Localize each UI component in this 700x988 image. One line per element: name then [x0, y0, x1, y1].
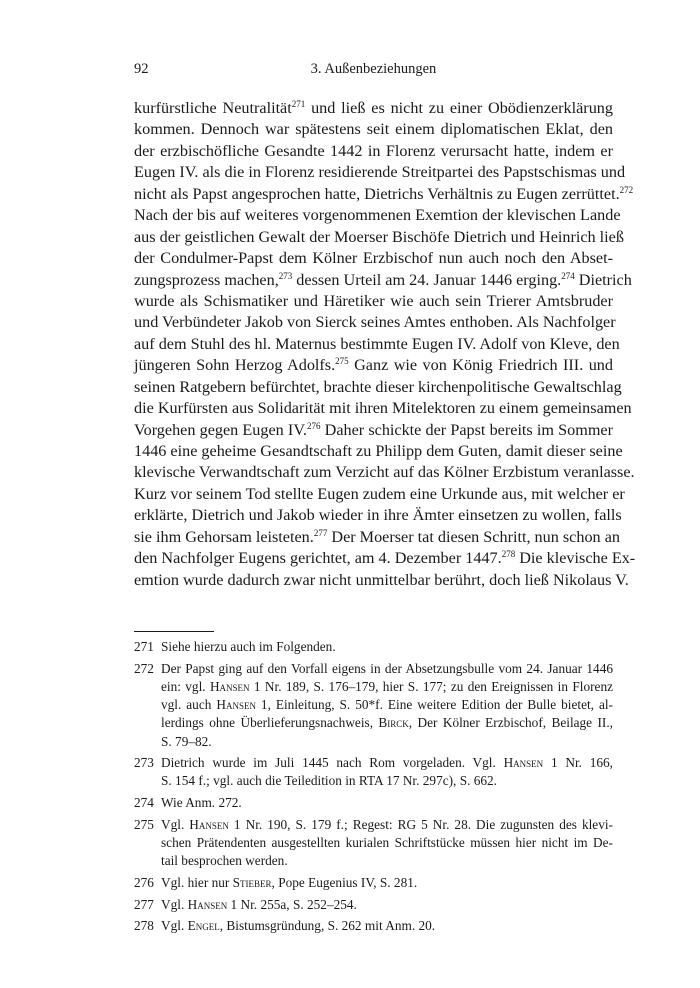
- text-line: [134, 355, 613, 376]
- footnote-text: [161, 660, 613, 751]
- text-run: Vgl.: [161, 896, 188, 912]
- text-line: [134, 484, 625, 505]
- footnote-278: [134, 917, 613, 935]
- text-run: wurde als Schismatiker und Häretiker wie auch sein Trierer Amtsbruder: [134, 291, 613, 310]
- text-run: Der Moerser tat diesen Schritt, nun schon an: [327, 527, 620, 546]
- text-line: [134, 420, 613, 441]
- text-line: [134, 334, 620, 355]
- text-run: und ließ es nicht zu einer Obödienzerklärung: [305, 99, 613, 117]
- text-run: Die klevische Ex-: [515, 549, 636, 568]
- footnote-number: 272: [134, 660, 154, 676]
- text-line: [134, 227, 624, 248]
- footnote-text: [161, 794, 613, 812]
- footnote-number: 275: [134, 816, 154, 832]
- author-name: Hansen: [216, 697, 256, 713]
- text-run: Ganz wie von König Friedrich III. und: [348, 356, 613, 375]
- author-name: Hansen: [189, 816, 229, 832]
- footnote-number: 273: [134, 755, 154, 771]
- text-run: Vgl. hier nur: [161, 875, 233, 890]
- footnote-line: [161, 917, 613, 935]
- running-head: [134, 58, 613, 80]
- footnote-ref[interactable]: 277: [313, 527, 328, 538]
- text-run: die Kurfürsten aus Solidarität mit ihren Mitelektoren zu einem gemeinsamen: [134, 399, 632, 418]
- footnote-273: [134, 754, 613, 790]
- text-run: 1 Nr. 166,: [543, 755, 613, 771]
- footnote-ref[interactable]: 275: [335, 356, 349, 367]
- text-run: klevische Verwandtschaft zum Verzicht auf das Kölner Erzbistum veranlasse.: [134, 463, 635, 482]
- text-run: Der Papst ging auf den Vorfall eigens in der Absetzungsbulle vom 24. Januar 1446: [161, 660, 613, 676]
- text-run: S. 79–82.: [161, 733, 212, 749]
- footnote-271: [134, 638, 613, 656]
- text-run: jüngeren Sohn Herzog Adolfs.: [134, 356, 336, 375]
- text-run: Dietrich wurde im Juli 1445 nach Rom vorgeladen. Vgl.: [161, 755, 504, 771]
- text-run: 1 Nr. 255a, S. 252–254.: [227, 896, 357, 912]
- text-run: vgl. auch: [161, 697, 217, 713]
- text-line: [134, 312, 616, 333]
- text-run: und Verbündeter Jakob von Sierck seines Amtes enthoben. Als Nachfolger: [134, 313, 616, 332]
- text-line: [134, 205, 621, 226]
- footnote-text: [161, 874, 613, 892]
- text-run: erklärte, Dietrich und Jakob wieder in ihre Ämter einsetzen zu wollen, falls: [134, 506, 622, 525]
- text-run: aus der geistlichen Gewalt der Moerser Bischöfe Dietrich und Heinrich ließ: [134, 227, 624, 246]
- text-run: kurfürstliche Neutralität: [134, 99, 292, 117]
- text-run: sie ihm Gehorsam leisteten.: [134, 527, 314, 546]
- text-run: schen Prätendenten ausgestellten kurialen Schriftstücke müssen hier nicht im De-: [161, 835, 613, 851]
- footnote-line: [161, 714, 613, 732]
- text-run: , Pope Eugenius IV, S. 281.: [271, 875, 418, 890]
- text-line: [134, 398, 632, 419]
- text-run: ein: vgl.: [161, 678, 210, 694]
- footnote-line: [161, 733, 613, 751]
- footnote-272: [134, 660, 613, 751]
- footnote-ref[interactable]: 271: [291, 99, 306, 109]
- text-run: , Der Kölner Erzbischof, Beilage II.,: [408, 715, 613, 731]
- text-run: dessen Urteil am 24. Januar 1446 erging.: [292, 270, 562, 289]
- text-run: Siehe hierzu auch im Folgenden.: [161, 639, 336, 655]
- footnote-number: 274: [134, 795, 154, 811]
- author-name: Hansen: [503, 755, 544, 771]
- author-name: Stieber: [232, 875, 272, 890]
- footnote-line: [161, 638, 613, 656]
- text-line: [134, 527, 620, 548]
- text-run: tail besprochen werden.: [161, 853, 288, 869]
- footnote-line: [161, 896, 613, 914]
- author-name: Hansen: [187, 896, 228, 912]
- footnote-text: [161, 917, 613, 935]
- text-run: auf dem Stuhl des hl. Maternus bestimmte Eugen IV. Adolf von Kleve, den: [134, 334, 620, 353]
- text-line: [134, 184, 634, 205]
- book-page: [134, 58, 636, 939]
- footnote-line: [161, 754, 613, 772]
- author-name: Engel: [187, 918, 220, 934]
- footnote-276: [134, 874, 613, 892]
- text-run: kommen. Dennoch war spätestens seit einem diplomatischen Eklat, den: [134, 120, 613, 139]
- text-run: den Nachfolger Eugens gerichtet, am 4. Dezember 1447.: [134, 549, 502, 568]
- text-run: emtion wurde dadurch zwar nicht unmittelbar berührt, doch ließ Nikolaus V.: [134, 570, 629, 589]
- text-run: Vgl.: [161, 918, 188, 934]
- chapter-title: 3. Außenbeziehungen: [310, 61, 437, 77]
- footnote-line: [161, 852, 613, 870]
- text-line: [134, 441, 623, 462]
- text-line: [134, 162, 626, 183]
- footnote-ref[interactable]: 274: [561, 270, 575, 281]
- footnote-line: [161, 816, 613, 834]
- footnote-277: [134, 896, 613, 914]
- main-text: [134, 98, 636, 591]
- text-line: [134, 248, 613, 269]
- footnote-line: [161, 696, 613, 714]
- text-run: Eugen IV. als die in Florenz residierende Streitpartei des Papstschismas und: [134, 163, 626, 182]
- text-run: Kurz vor seinem Tod stellte Eugen zudem eine Urkunde aus, mit welcher er: [134, 484, 625, 503]
- footnotes: [134, 638, 613, 936]
- text-run: Daher schickte der Papst bereits im Sommer: [320, 420, 613, 439]
- text-run: 1 Nr. 190, S. 179 f.; Regest: RG 5 Nr. 28. Die zugunsten des klevi-: [228, 816, 613, 832]
- text-line: [134, 570, 629, 591]
- text-run: Vgl.: [161, 816, 190, 832]
- text-run: zungsprozess machen,: [134, 270, 279, 289]
- footnote-ref[interactable]: 273: [278, 270, 293, 281]
- text-run: lerdings ohne Überlieferungsnachweis,: [161, 715, 379, 731]
- footnote-number: 271: [134, 639, 154, 655]
- footnote-line: [161, 772, 613, 790]
- text-line: [134, 98, 613, 119]
- text-line: [134, 141, 613, 162]
- text-run: 1, Einleitung, S. 50*f. Eine weitere Edition der Bulle bietet, al-: [255, 697, 613, 713]
- footnote-ref[interactable]: 278: [501, 549, 516, 560]
- text-run: S. 154 f.; vgl. auch die Teiledition in RTA 17 Nr. 297c), S. 662.: [161, 773, 498, 789]
- text-line: [134, 548, 636, 569]
- footnote-line: [161, 660, 613, 678]
- text-line: [134, 462, 635, 483]
- author-name: Hansen: [209, 678, 250, 694]
- text-run: 1 Nr. 189, S. 176–179, hier S. 177; zu den Ereignissen in Florenz: [249, 678, 613, 694]
- footnote-text: [161, 816, 613, 871]
- text-run: Wie Anm. 272.: [161, 795, 242, 811]
- footnote-text: [161, 754, 613, 790]
- author-name: Birck: [378, 715, 409, 731]
- footnote-275: [134, 816, 613, 871]
- text-run: der Condulmer-Papst dem Kölner Erzbischof nun auch noch den Abset-: [134, 249, 613, 268]
- footnote-text: [161, 638, 613, 656]
- footnote-line: [161, 834, 613, 852]
- text-run: der erzbischöfliche Gesandte 1442 in Florenz verursacht hatte, indem er: [134, 141, 613, 160]
- footnote-number: 277: [134, 896, 154, 912]
- text-line: [134, 119, 613, 140]
- text-line: [134, 270, 632, 291]
- text-run: nicht als Papst angesprochen hatte, Dietrichs Verhältnis zu Eugen zerrüttet.: [134, 184, 620, 203]
- footnote-text: [161, 896, 613, 914]
- text-run: , Bistumsgründung, S. 262 mit Anm. 20.: [219, 918, 436, 934]
- text-line: [134, 291, 613, 312]
- footnote-separator: [134, 631, 214, 632]
- footnote-number: 278: [134, 918, 154, 934]
- text-run: 1446 eine geheime Gesandtschaft zu Philipp dem Guten, damit dieser seine: [134, 442, 623, 460]
- page-number: 92: [134, 61, 149, 77]
- footnote-ref[interactable]: 276: [306, 420, 321, 431]
- text-line: [134, 377, 622, 398]
- footnote-ref[interactable]: 272: [619, 184, 634, 195]
- text-run: Nach der bis auf weiteres vorgenommenen Exemtion der klevischen Lande: [134, 206, 621, 225]
- text-run: seinen Ratgebern befürchtet, brachte dieser kirchenpolitische Gewaltschlag: [134, 377, 622, 396]
- footnote-line: [161, 678, 613, 696]
- footnote-number: 276: [134, 875, 154, 890]
- text-line: [134, 505, 622, 526]
- footnote-line: [161, 874, 613, 892]
- footnote-line: [161, 794, 613, 812]
- footnote-274: [134, 794, 613, 812]
- text-run: Dietrich: [574, 270, 632, 289]
- text-run: Vorgehen gegen Eugen IV.: [134, 420, 307, 439]
